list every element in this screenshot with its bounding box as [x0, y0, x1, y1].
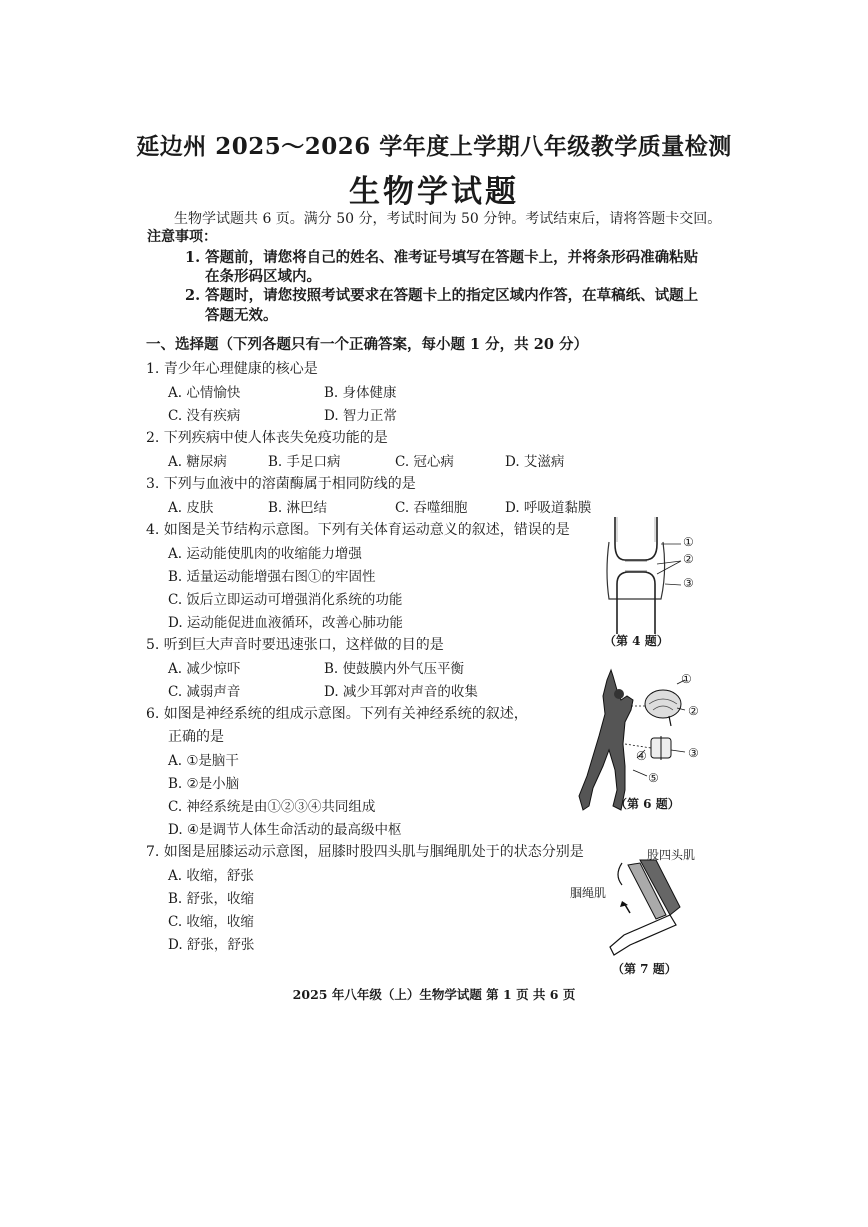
fig6-caption: （第 6 题）	[615, 797, 680, 811]
question-2-stem: 2. 下列疾病中使人体丧失免疫功能的是	[146, 430, 388, 446]
notice-item-2-line2: 答题无效。	[205, 307, 278, 324]
nervous-system-diagram	[573, 666, 698, 816]
question-4-option-c: C. 饭后立即运动可增强消化系统的功能	[168, 592, 403, 608]
fig6-label-3: ③	[688, 746, 699, 760]
question-5-stem: 5. 听到巨大声音时要迅速张口，这样做的目的是	[146, 637, 444, 653]
question-7-option-c: C. 收缩，收缩	[168, 914, 254, 930]
fig6-label-5: ⑤	[648, 771, 659, 785]
notice-item-1-line2: 在条形码区域内。	[205, 268, 321, 285]
fig7-label-hamstring: 腘绳肌	[570, 886, 607, 900]
section-heading: 一、选择题（下列各题只有一个正确答案，每小题 1 分，共 20 分）	[146, 336, 588, 353]
fig4-label-3: ③	[683, 576, 694, 590]
question-6-option-b: B. ②是小脑	[168, 776, 240, 792]
fig7-label-quadriceps: 股四头肌	[647, 848, 696, 862]
page-footer: 2025 年八年级（上）生物学试题 第 1 页 共 6 页	[292, 987, 576, 1002]
question-6-stem: 6. 如图是神经系统的组成示意图。下列有关神经系统的叙述，	[146, 706, 528, 722]
question-6-option-c: C. 神经系统是由①②③④共同组成	[168, 799, 376, 815]
question-3-option-b: B. 淋巴结	[268, 500, 328, 516]
notice-item-2-line1: 2. 答题时，请您按照考试要求在答题卡上的指定区域内作答，在草稿纸、试题上	[185, 287, 699, 304]
fig6-label-1: ①	[681, 672, 692, 686]
question-4-stem: 4. 如图是关节结构示意图。下列有关体育运动意义的叙述，错误的是	[146, 522, 570, 538]
fig6-label-2: ②	[688, 704, 699, 718]
exam-header: 延边州 2025～2026 学年度上学期八年级教学质量检测	[136, 133, 732, 160]
knee-flexion-diagram	[600, 855, 700, 960]
question-5-option-d: D. 减少耳郭对声音的收集	[324, 684, 478, 700]
question-4-option-a: A. 运动能使肌肉的收缩能力增强	[168, 546, 362, 562]
fig4-label-2: ②	[683, 552, 694, 566]
question-2-option-d: D. 艾滋病	[505, 454, 565, 470]
question-6-option-a: A. ①是脑干	[168, 753, 239, 769]
question-3-option-c: C. 吞噬细胞	[395, 500, 468, 516]
question-4-option-d: D. 运动能促进血液循环，改善心肺功能	[168, 615, 403, 631]
question-1-option-d: D. 智力正常	[324, 408, 397, 424]
question-5-option-b: B. 使鼓膜内外气压平衡	[324, 661, 465, 677]
question-2-option-b: B. 手足口病	[268, 454, 341, 470]
question-7-option-d: D. 舒张，舒张	[168, 937, 255, 953]
question-2-option-c: C. 冠心病	[395, 454, 454, 470]
fig4-caption: （第 4 题）	[604, 634, 669, 648]
question-6-option-d: D. ④是调节人体生命活动的最高级中枢	[168, 822, 402, 838]
question-1-option-b: B. 身体健康	[324, 385, 397, 401]
question-4-option-b: B. 适量运动能增强右图①的牢固性	[168, 569, 376, 585]
question-1-option-a: A. 心情愉快	[168, 385, 241, 401]
question-7-option-a: A. 收缩，舒张	[168, 868, 254, 884]
fig4-label-1: ①	[683, 535, 694, 549]
question-2-option-a: A. 糖尿病	[168, 454, 227, 470]
question-1-option-c: C. 没有疾病	[168, 408, 241, 424]
question-5-option-a: A. 减少惊吓	[168, 661, 241, 677]
notice-title: 注意事项：	[147, 229, 217, 245]
question-7-option-b: B. 舒张，收缩	[168, 891, 255, 907]
fig6-label-4: ④	[636, 749, 647, 763]
exam-title: 生物学试题	[349, 174, 519, 210]
notice-item-1-line1: 1. 答题前，请您将自己的姓名、准考证号填写在答题卡上，并将条形码准确粘贴	[185, 249, 699, 266]
exam-intro: 生物学试题共 6 页。满分 50 分，考试时间为 50 分钟。考试结束后，请将答题卡交回。	[174, 211, 722, 227]
question-3-option-d: D. 呼吸道黏膜	[505, 500, 592, 516]
question-6-stem-cont: 正确的是	[168, 729, 224, 745]
question-3-stem: 3. 下列与血液中的溶菌酶属于相同防线的是	[146, 476, 416, 492]
question-7-stem: 7. 如图是屈膝运动示意图，屈膝时股四头肌与腘绳肌处于的状态分别是	[146, 844, 584, 860]
fig7-caption: （第 7 题）	[612, 962, 677, 976]
question-1-stem: 1. 青少年心理健康的核心是	[146, 361, 318, 377]
question-3-option-a: A. 皮肤	[168, 500, 214, 516]
question-5-option-c: C. 减弱声音	[168, 684, 241, 700]
